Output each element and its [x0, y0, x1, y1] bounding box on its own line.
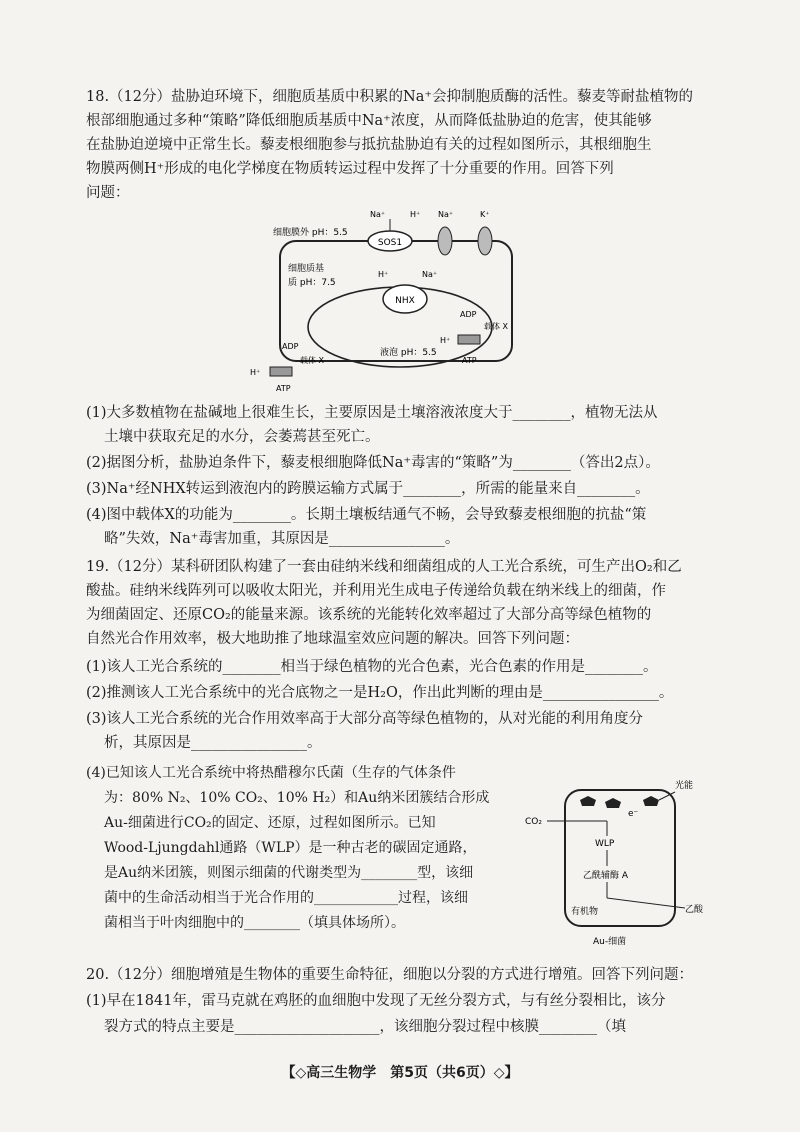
electron-label: e⁻: [628, 809, 639, 819]
na-channel-label: Na⁺: [438, 210, 454, 219]
sos1-label: SOS1: [377, 238, 403, 248]
au-bacterium-diagram: [525, 780, 725, 950]
vacuole-atp-label: ATP: [462, 356, 477, 365]
membrane-adp-label: ADP: [282, 342, 299, 351]
ph-cytosol-label-2: 质 pH：7.5: [288, 278, 336, 288]
q19-part-3a: (3)该人工光合系统的光合作用效率高于大部分高等绿色植物的，从对光能的利用角度分: [86, 711, 644, 727]
q18-part-4a: (4)图中载体X的功能为________。长期土壤板结通气不畅，会导致藜麦根细胞的抗盐“策: [86, 507, 647, 523]
q18-line-1: 18.（12分）盐胁迫环境下，细胞质基质中积累的Na⁺会抑制胞质酶的活性。藜麦等耐盐植物的: [86, 89, 693, 105]
q18-part-4b: 略”失效，Na⁺毒害加重，其原因是________________。: [104, 531, 460, 547]
q19-part-4-line-7: 菌相当于叶肉细胞中的________（填具体场所）。: [104, 915, 405, 931]
q19-part-3b: 析，其原因是________________。: [104, 735, 322, 751]
na-channel: [438, 227, 452, 255]
q18-line-4: 物膜两侧H⁺形成的电化学梯度在物质转运过程中发挥了十分重要的作用。回答下列: [86, 161, 614, 177]
q18-part-1b: 土壤中获取充足的水分，会萎蔫甚至死亡。: [104, 429, 380, 445]
sos1-h-label: H⁺: [410, 210, 421, 219]
vacuole-adp-label: ADP: [460, 310, 477, 319]
ph-cytosol-label-1: 细胞质基: [288, 264, 325, 274]
vacuole-carrier-label: 载体 X: [484, 322, 509, 331]
q19-part-4-line-3: Au-细菌进行CO₂的固定、还原，过程如图所示。已知: [104, 815, 436, 831]
k-channel-label: K⁺: [480, 210, 490, 219]
acetyl-coa-label: 乙酰辅酶 A: [583, 871, 629, 881]
q19-part-2: (2)推测该人工光合系统中的光合底物之一是H₂O，作出此判断的理由是________________。: [86, 685, 674, 701]
vacuole-label: 液泡 pH：5.5: [380, 348, 437, 358]
vacuole-h-label: H⁺: [440, 336, 451, 345]
k-channel: [478, 227, 492, 255]
bacterium-body: [565, 790, 675, 926]
nhx-na-label: Na⁺: [422, 270, 438, 279]
page-footer: 【◇高三生物学 第5页（共6页）◇】: [281, 1065, 519, 1081]
au-nanocluster-icon: [605, 798, 621, 808]
diagram-caption: Au-细菌: [593, 937, 627, 947]
co2-label: CO₂: [525, 817, 542, 827]
q20-line-1: 20.（12分）细胞增殖是生物体的重要生命特征，细胞以分裂的方式进行增殖。回答下列问题：: [86, 967, 694, 983]
sos1-na-label: Na⁺: [370, 210, 386, 219]
q19-part-1: (1)该人工光合系统的________相当于绿色植物的光合色素，光合色素的作用是________。: [86, 659, 658, 675]
nhx-label: NHX: [395, 296, 415, 306]
membrane-carrier-x: [270, 367, 292, 376]
au-nanocluster-icon: [580, 796, 596, 806]
membrane-carrier-label: 载体 X: [300, 356, 325, 365]
q19-part-4-line-2: 为：80% N₂、10% CO₂、10% H₂）和Au纳米团簇结合形成: [104, 790, 490, 806]
q19-part-4-line-1: (4)已知该人工光合系统中将热醋穆尔氏菌（生存的气体条件: [86, 765, 456, 781]
acetic-acid-label: 乙酸: [685, 905, 704, 915]
q18-part-2: (2)据图分析，盐胁迫条件下，藜麦根细胞降低Na⁺毒害的“策略”为________（答出2点）。: [86, 455, 660, 471]
q18-line-3: 在盐胁迫逆境中正常生长。藜麦根细胞参与抵抗盐胁迫有关的过程如图所示，其根细胞生: [86, 137, 652, 153]
q20-line-2: (1)早在1841年，雷马克就在鸡胚的血细胞中发现了无丝分裂方式，与有丝分裂相比，该分: [86, 993, 666, 1009]
q19-line-3: 为细菌固定、还原CO₂的能量来源。该系统的光能转化效率超过了大部分高等绿色植物的: [86, 607, 652, 623]
au-nanocluster-icon: [643, 796, 659, 806]
q19-part-4-line-5: 是Au纳米团簇，则图示细菌的代谢类型为________型，该细: [104, 865, 474, 881]
membrane-atp-label: ATP: [276, 384, 291, 393]
membrane-h-label: H⁺: [250, 368, 261, 377]
q18-part-3: (3)Na⁺经NHX转运到液泡内的跨膜运输方式属于________，所需的能量来自________。: [86, 481, 650, 497]
q20-line-3: 裂方式的特点主要是____________________，该细胞分裂过程中核膜________（填: [104, 1019, 626, 1035]
organic-matter-label: 有机物: [571, 907, 599, 917]
root-cell-diagram: [240, 205, 540, 395]
vacuole-carrier-x: [458, 335, 480, 344]
q18-line-2: 根部细胞通过多种“策略”降低细胞质基质中Na⁺浓度，从而降低盐胁迫的危害，使其能够: [86, 113, 652, 129]
q18-part-1a: (1)大多数植物在盐碱地上很难生长，主要原因是土壤溶液浓度大于________，植物无法从: [86, 405, 658, 421]
q19-line-2: 酸盐。硅纳米线阵列可以吸收太阳光，并利用光生成电子传递给负载在纳米线上的细菌，作: [86, 583, 666, 599]
q19-part-4-line-6: 菌中的生命活动相当于光合作用的____________过程，该细: [104, 890, 468, 906]
q18-line-5: 问题：: [86, 185, 130, 201]
nhx-h-label: H⁺: [378, 270, 389, 279]
q19-part-4-line-4: Wood-Ljungdahl通路（WLP）是一种古老的碳固定通路，: [104, 840, 477, 856]
wlp-label: WLP: [595, 839, 615, 849]
light-energy-label: 光能: [675, 781, 694, 791]
q19-line-4: 自然光合作用效率，极大地助推了地球温室效应问题的解决。回答下列问题：: [86, 631, 579, 647]
q19-line-1: 19.（12分）某科研团队构建了一套由硅纳米线和细菌组成的人工光合系统，可生产出O₂和乙: [86, 559, 682, 575]
ph-outside-label: 细胞膜外 pH：5.5: [273, 228, 348, 238]
